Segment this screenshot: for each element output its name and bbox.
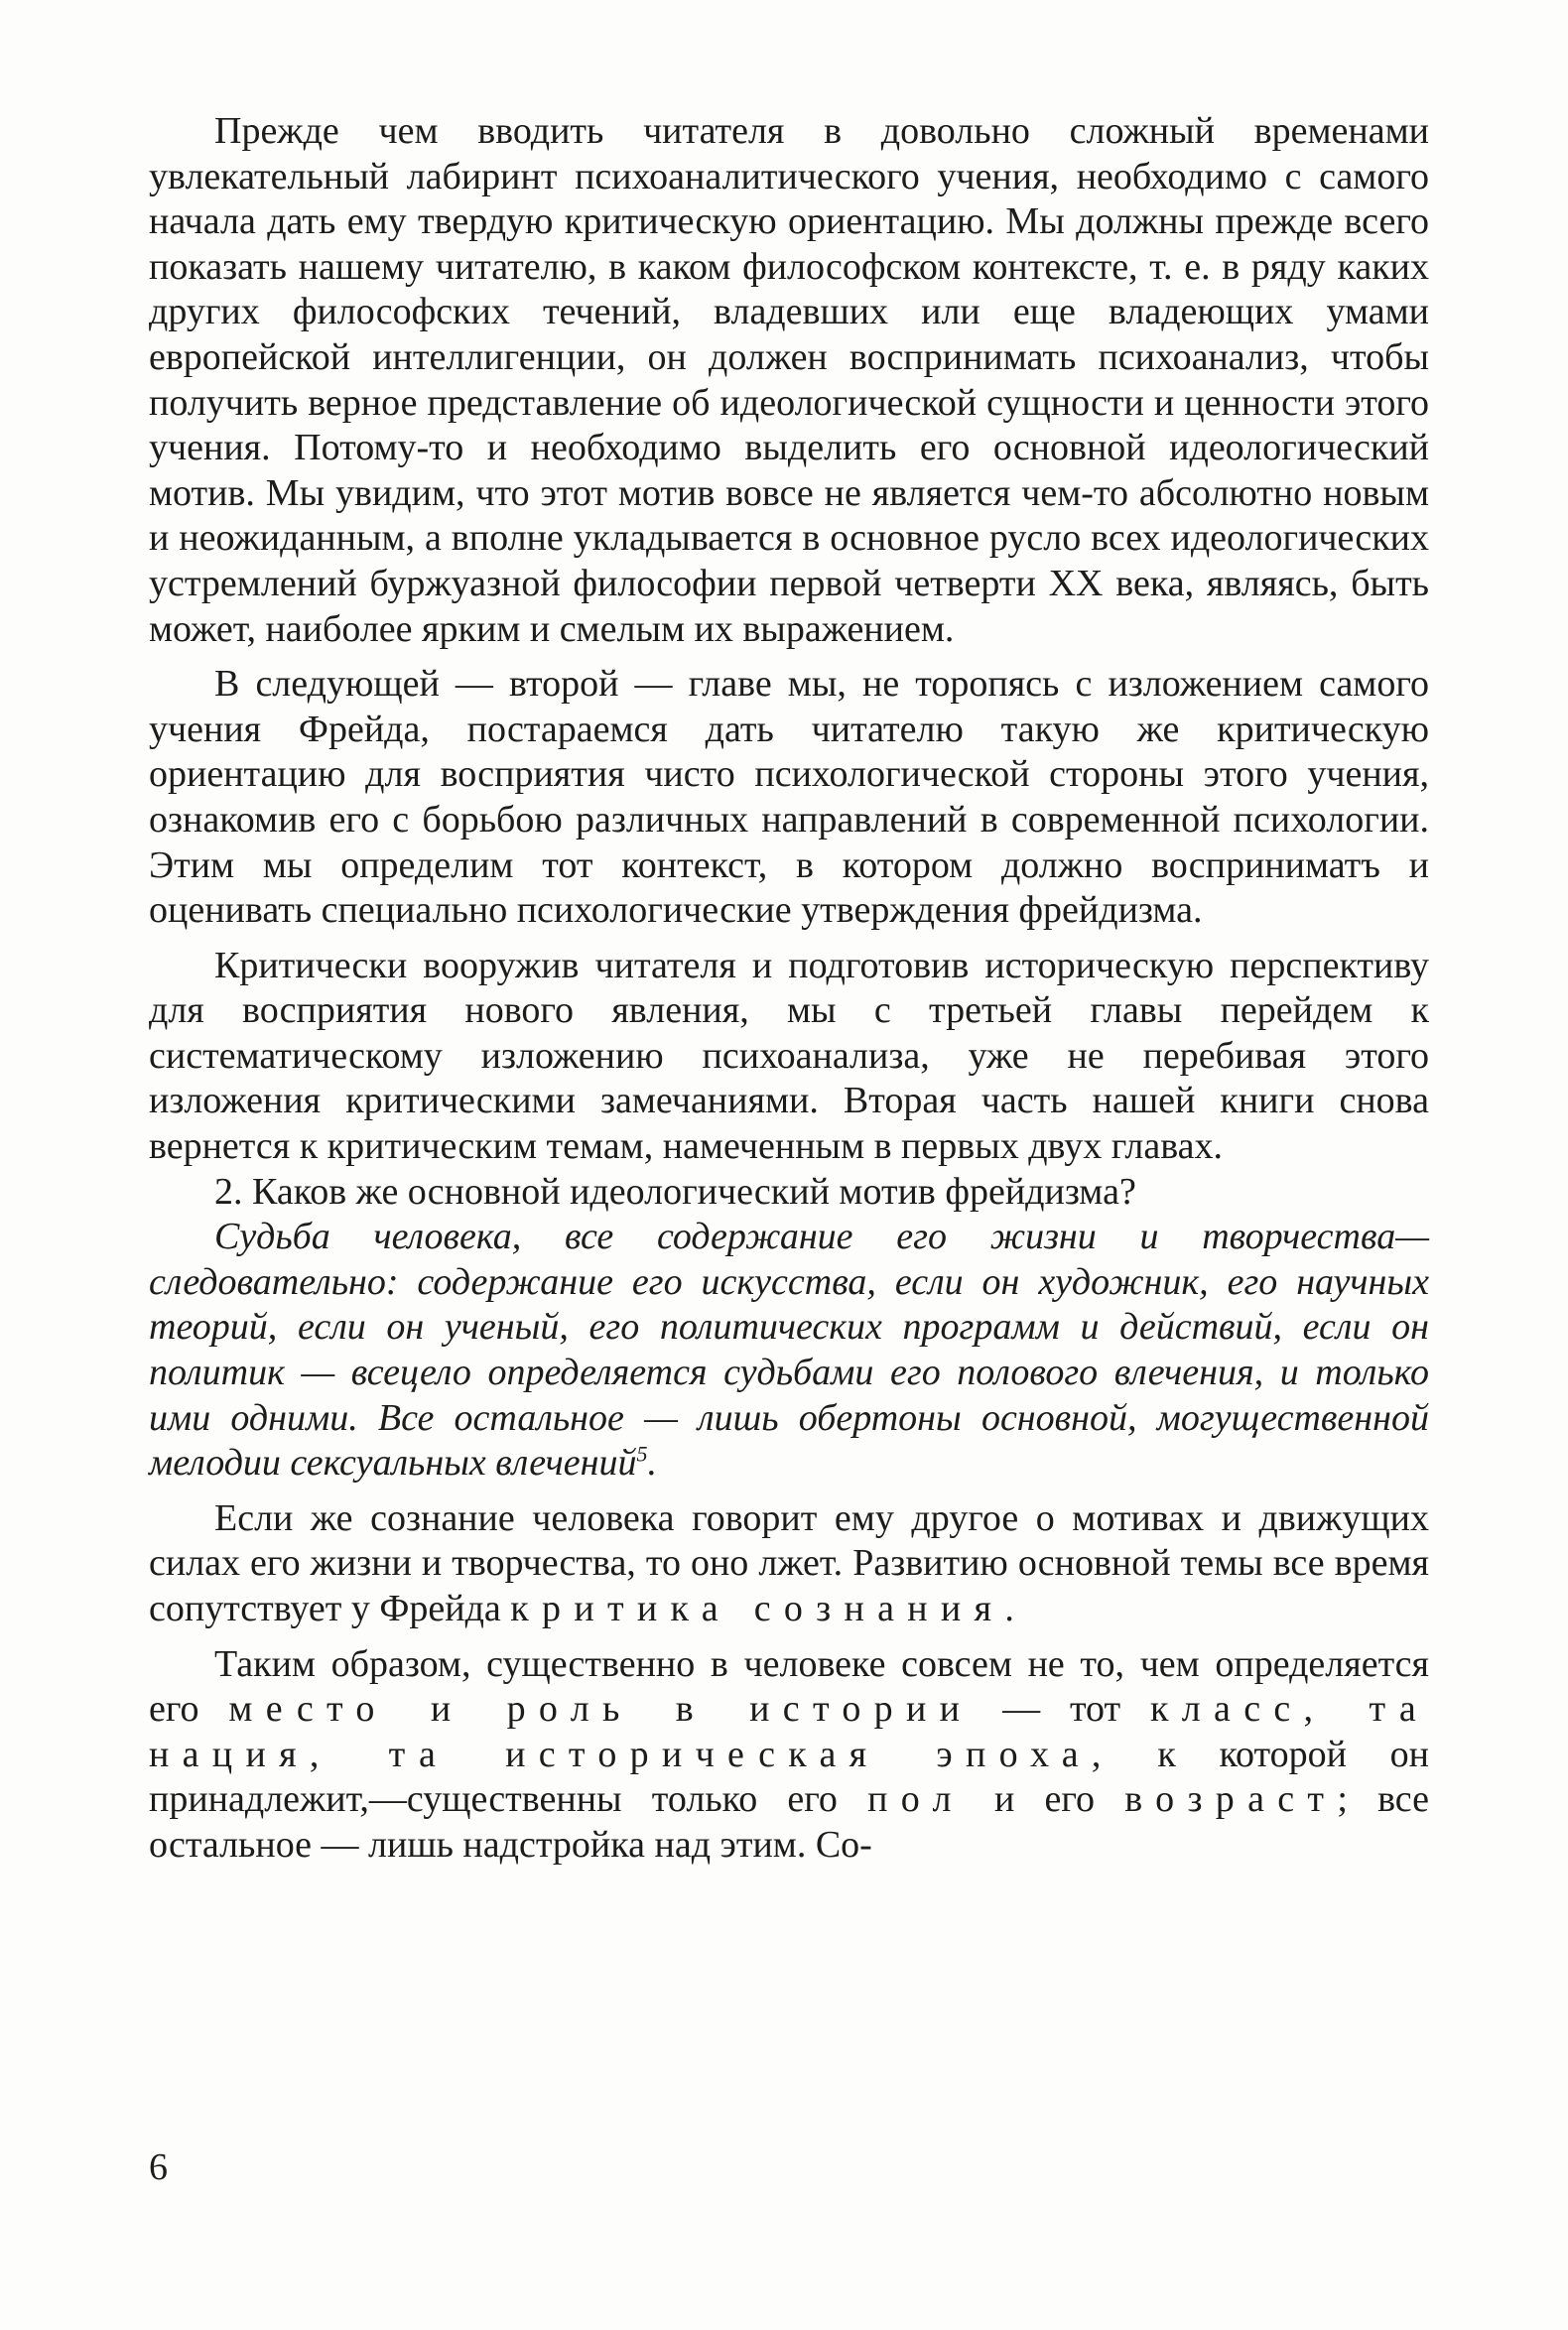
- paragraph-7-emphasis-4: возраст: [1124, 1778, 1338, 1821]
- paragraph-7-emphasis-2: класс, та нация, та историческая эпоха,: [149, 1688, 1430, 1775]
- paragraph-2: [149, 662, 1429, 934]
- paragraph-7-text-g: и его: [993, 1778, 1095, 1821]
- footnote-marker: 5: [636, 1441, 648, 1467]
- paragraph-1-text: Прежде чем вводить читателя в довольно сложный временами увлекательный лабиринт психоаналитического учения, необходимо с самого начала дать ему твердую критическую ориентацию. Мы должны прежде всего показать нашему читателю, в каком философском контексте, т. е. в ряду каких других философских течений, владевших или еще владеющих умами европейской интеллигенции, он должен воспринимать психоанализ, чтобы получить верное представление об идеологической сущности и ценности этого учения. Потому-то и необходимо выделить его основной идеологический мотив. Мы увидим, что этот мотив вовсе не является чем-то абсолютно новым и неожиданным, а вполне укладывается в основное русло всех идеологических устремлений буржуазной философии первой четверти XX века, являясь, быть может, наиболее ярким и смелым их выражением.: [149, 110, 1429, 650]
- paragraph-6-text-c: .: [1004, 1588, 1014, 1629]
- paragraph-7: [149, 1642, 1429, 1869]
- paragraph-6: [149, 1496, 1429, 1632]
- paragraph-6-emphasis: критика сознания: [510, 1588, 1005, 1629]
- paragraph-7-text-a: Таким образом, существенно в человеке совсем не то, чем определяется его: [149, 1642, 1429, 1731]
- paragraph-7-emphasis-1: место и роль в истории: [228, 1688, 974, 1731]
- page-number: 6: [149, 2146, 168, 2188]
- paragraph-quote: Судьба человека, все содержание его жизни и творчества— следовательно: содержание его искусства, если он художник, его научных теорий, если он ученый, его политических программ и действий, если он политик — всецело определяется судьбами его полового влечения, и только ими одними. Все остальное — лишь обертоны основной, могущественной мелодии сексуальных влечений$^5$.: [149, 1216, 1429, 1485]
- body-text: [149, 109, 1429, 1869]
- section-heading: [149, 1170, 1429, 1216]
- paragraph-2-text: В следующей — второй — главе мы, не торопясь с изложением самого учения Фрейда, постараемся дать читателю такую же критическую ориентацию для восприятия чисто психологической стороны этого учения, ознакомив его с борьбою различных направлений в современной психологии. Этим мы определим тот контекст, в котором должно восприниматъ и оценивать специально психологические утверждения фрейдизма.: [149, 663, 1429, 932]
- paragraph-1: [149, 109, 1429, 652]
- paragraph-7-text-i: ; все остальное — лишь надстройка над этим. Со-: [149, 1778, 1429, 1866]
- paragraph-7-text-c: — тот: [1002, 1688, 1121, 1731]
- paragraph-7-text-e: к которой он принадлежит,—существенны только его: [149, 1733, 1429, 1821]
- section-heading-text: 2. Каков же основной идеологический мотив фрейдизма?: [214, 1170, 1136, 1213]
- paragraph-3: [149, 944, 1429, 1170]
- paragraph-6-text-a: Если же сознание человека говорит ему другое о мотивах и движущих силах его жизни и творчества, то оно лжет. Развитию основной темы все время сопутствует у Фрейда: [149, 1496, 1429, 1629]
- paragraph-quote-text: Судьба человека, все содержание его жизни и творчества— следовательно: содержание его искусства, если он художник, его научных теорий, если он ученый, его политических программ и действий, если он политик — всецело определяется судьбами его полового влечения, и только ими одними. Все остальное — лишь обертоны основной, могущественной мелодии сексуальных влечений: [149, 1216, 1429, 1485]
- paragraph-7-emphasis-3: пол: [867, 1778, 965, 1821]
- paragraph-3-text: Критически вооружив читателя и подготовив историческую перспективу для восприятия нового явления, мы с третьей главы перейдем к систематическому изложению психоанализа, уже не перебивая этого изложения критическими замечаниями. Вторая часть нашей книги снова вернется к критическим темам, намеченным в первых двух главах.: [149, 944, 1429, 1168]
